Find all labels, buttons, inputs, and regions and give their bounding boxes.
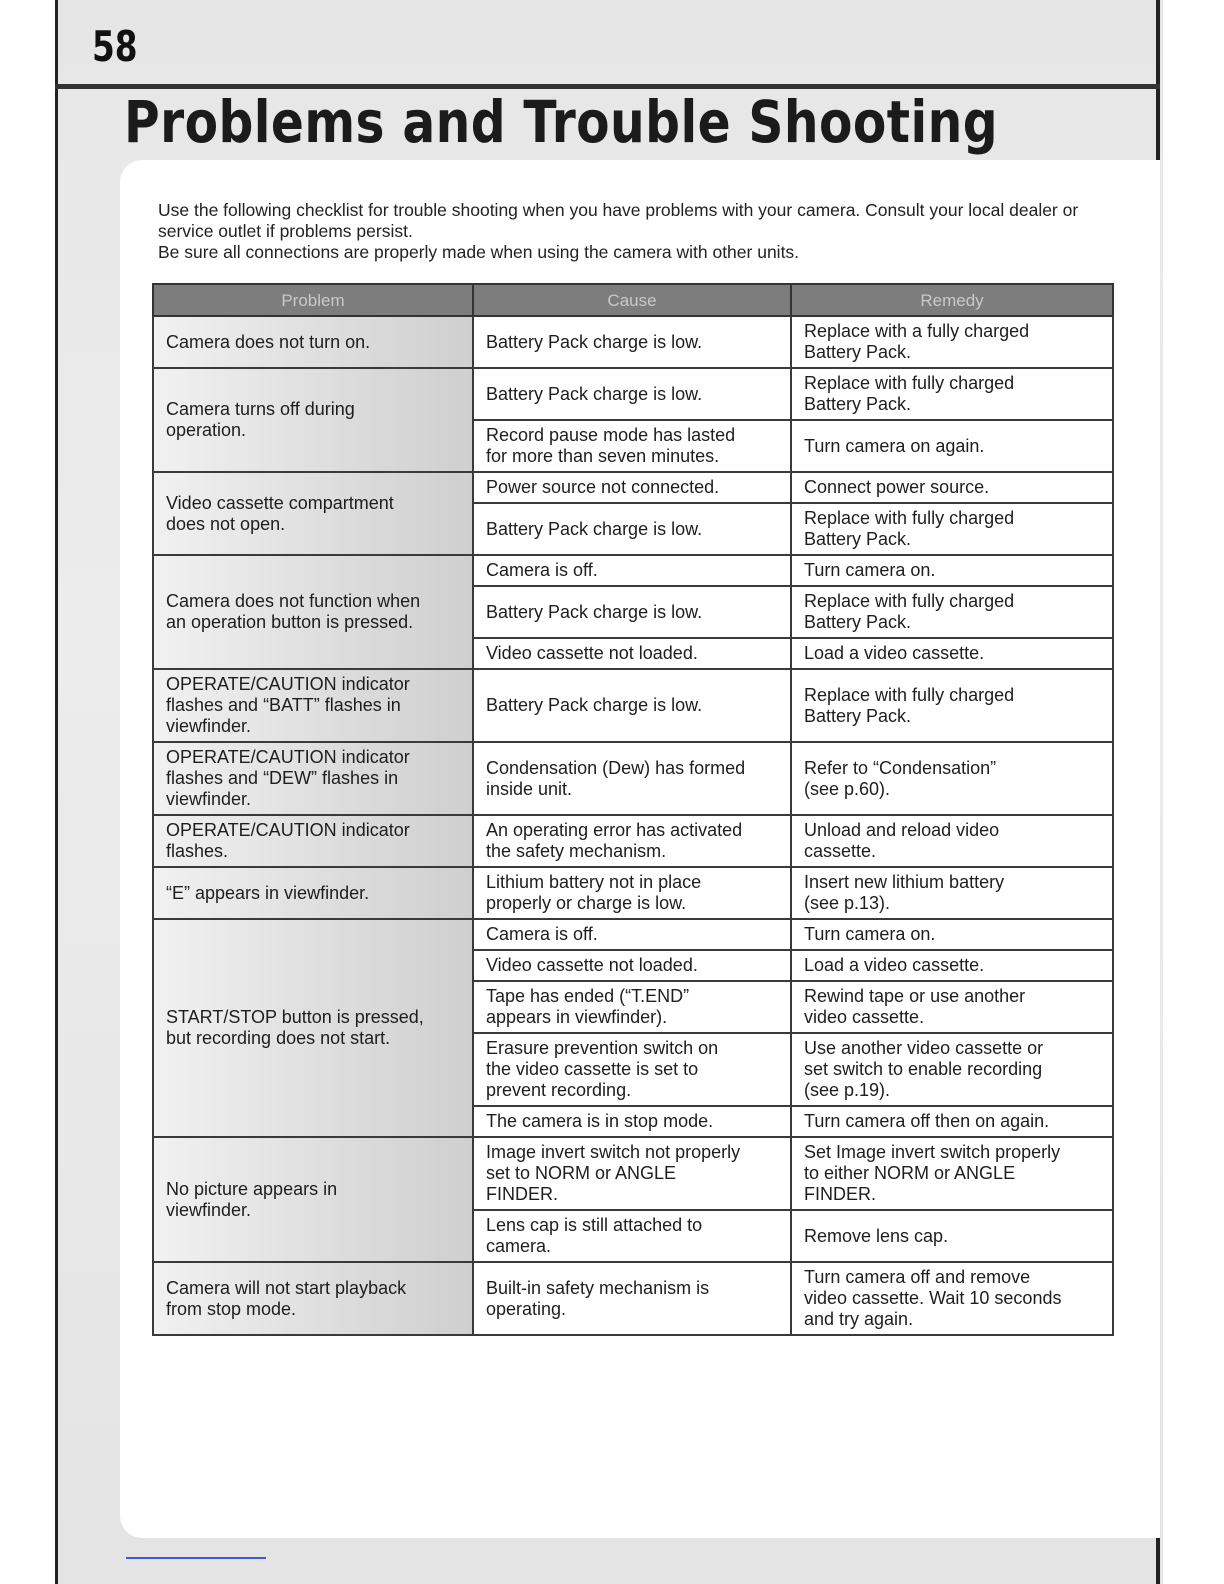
problem-text: OPERATE/CAUTION indicator flashes.: [166, 820, 410, 861]
cause-cell: [473, 586, 791, 638]
problem-cell: [153, 555, 473, 669]
remedy-cell: [791, 981, 1113, 1033]
cause-text: Camera is off.: [486, 560, 598, 580]
remedy-text: Turn camera off then on again.: [804, 1111, 1050, 1131]
bottom-link-line: [126, 1557, 266, 1559]
intro-paragraph: Be sure all connections are properly made when using the camera with other units.: [158, 242, 800, 262]
remedy-cell: [791, 1033, 1113, 1106]
cause-text: Erasure prevention switch on the video cassette is set to prevent recording.: [486, 1038, 719, 1100]
cause-cell: [473, 1137, 791, 1210]
remedy-cell: [791, 919, 1113, 950]
table-row: [153, 669, 1113, 742]
remedy-text: Load a video cassette.: [804, 643, 985, 663]
cause-cell: [473, 919, 791, 950]
remedy-cell: [791, 1137, 1113, 1210]
cause-cell: [473, 1106, 791, 1137]
intro-text: [158, 200, 1108, 263]
cause-text: Battery Pack charge is low.: [486, 518, 703, 539]
cause-text: Video cassette not loaded.: [486, 955, 698, 975]
problem-text: “E” appears in viewfinder.: [166, 882, 370, 903]
cause-text: Battery Pack charge is low.: [486, 383, 703, 404]
trouble-table: [152, 283, 1114, 1336]
problem-text: Camera turns off during operation.: [166, 399, 355, 440]
header-remedy: Remedy: [791, 284, 1113, 316]
cause-text: Lens cap is still attached to camera.: [486, 1215, 703, 1256]
problem-text: Video cassette compartment does not open.: [166, 492, 394, 534]
page-number: 58: [92, 22, 138, 71]
remedy-cell: [791, 586, 1113, 638]
cause-cell: [473, 638, 791, 669]
cause-text: Tape has ended (“T.END” appears in viewfinder).: [486, 986, 690, 1027]
remedy-cell: [791, 1210, 1113, 1262]
cause-text: The camera is in stop mode.: [486, 1111, 714, 1131]
problem-text: Camera will not start playback from stop mode.: [166, 1277, 407, 1319]
remedy-text: Turn camera off and remove video cassette. Wait 10 seconds and try again.: [804, 1267, 1062, 1329]
table-row: [153, 815, 1113, 867]
cause-cell: [473, 472, 791, 503]
remedy-text: Replace with fully charged Battery Pack.: [804, 373, 1015, 414]
table-row: [153, 316, 1113, 368]
intro-paragraph: Use the following checklist for trouble shooting when you have problems with your camera. Consult your local dealer or service outlet if problems persist.: [158, 200, 1079, 241]
remedy-text: Load a video cassette.: [804, 955, 985, 975]
cause-cell: [473, 981, 791, 1033]
cause-text: Record pause mode has lasted for more than seven minutes.: [486, 425, 736, 466]
problem-cell: [153, 919, 473, 1137]
table-row: [153, 742, 1113, 815]
remedy-text: Replace with a fully charged Battery Pack.: [804, 321, 1030, 362]
remedy-text: Turn camera on again.: [804, 435, 985, 456]
remedy-cell: [791, 669, 1113, 742]
problem-text: No picture appears in viewfinder.: [166, 1178, 338, 1220]
table-row: [153, 555, 1113, 586]
cause-cell: [473, 1262, 791, 1335]
problem-cell: [153, 472, 473, 555]
cause-text: Battery Pack charge is low.: [486, 601, 703, 622]
problem-text: OPERATE/CAUTION indicator flashes and “BATT” flashes in viewfinder.: [166, 674, 410, 736]
cause-text: Image invert switch not properly set to NORM or ANGLE FINDER.: [486, 1142, 741, 1204]
table-row: [153, 1262, 1113, 1335]
remedy-text: Unload and reload video cassette.: [804, 820, 1000, 861]
cause-text: Camera is off.: [486, 924, 598, 944]
remedy-cell: [791, 555, 1113, 586]
remedy-cell: [791, 472, 1113, 503]
table-body: [153, 316, 1113, 1335]
remedy-text: Refer to “Condensation” (see p.60).: [804, 757, 997, 799]
page-title: Problems and Trouble Shooting: [124, 88, 999, 156]
remedy-cell: [791, 815, 1113, 867]
remedy-cell: [791, 368, 1113, 420]
cause-text: Battery Pack charge is low.: [486, 695, 703, 715]
problem-cell: [153, 368, 473, 472]
table-row: [153, 472, 1113, 503]
cause-cell: [473, 1210, 791, 1262]
cause-text: Lithium battery not in place properly or charge is low.: [486, 872, 702, 913]
remedy-text: Replace with fully charged Battery Pack.: [804, 684, 1015, 726]
remedy-cell: [791, 1262, 1113, 1335]
problem-cell: [153, 815, 473, 867]
cause-text: Power source not connected.: [486, 477, 720, 497]
cause-text: Built-in safety mechanism is operating.: [486, 1277, 710, 1319]
cause-text: An operating error has activated the safety mechanism.: [486, 820, 743, 861]
remedy-text: Remove lens cap.: [804, 1225, 949, 1246]
cause-cell: [473, 420, 791, 472]
cause-text: Battery Pack charge is low.: [486, 331, 703, 352]
remedy-text: Rewind tape or use another video cassette.: [804, 986, 1026, 1027]
problem-cell: [153, 867, 473, 919]
header-problem: Problem: [153, 284, 473, 316]
problem-text: Camera does not turn on.: [166, 331, 371, 352]
cause-cell: [473, 742, 791, 815]
table-row: [153, 1137, 1113, 1210]
cause-cell: [473, 950, 791, 981]
cause-text: Video cassette not loaded.: [486, 643, 698, 663]
cause-cell: [473, 669, 791, 742]
problem-cell: [153, 669, 473, 742]
problem-cell: [153, 742, 473, 815]
cause-cell: [473, 1033, 791, 1106]
problem-cell: [153, 1262, 473, 1335]
cause-cell: [473, 503, 791, 555]
remedy-text: Replace with fully charged Battery Pack.: [804, 508, 1015, 549]
remedy-text: Turn camera on.: [804, 560, 936, 580]
remedy-cell: [791, 420, 1113, 472]
remedy-text: Insert new lithium battery (see p.13).: [804, 872, 1005, 913]
cause-cell: [473, 368, 791, 420]
remedy-text: Turn camera on.: [804, 924, 936, 944]
remedy-cell: [791, 950, 1113, 981]
cause-cell: [473, 555, 791, 586]
cause-text: Condensation (Dew) has formed inside unit.: [486, 757, 746, 799]
problem-text: OPERATE/CAUTION indicator flashes and “DEW” flashes in viewfinder.: [166, 747, 410, 809]
table-header-row: [153, 284, 1113, 316]
cause-cell: [473, 316, 791, 368]
problem-cell: [153, 316, 473, 368]
remedy-text: Replace with fully charged Battery Pack.: [804, 591, 1015, 632]
header-cause: Cause: [473, 284, 791, 316]
problem-text: Camera does not function when an operation button is pressed.: [166, 591, 421, 632]
cause-cell: [473, 815, 791, 867]
remedy-cell: [791, 638, 1113, 669]
table-row: [153, 919, 1113, 950]
table-row: [153, 867, 1113, 919]
remedy-text: Connect power source.: [804, 477, 990, 497]
cause-cell: [473, 867, 791, 919]
remedy-text: Set Image invert switch properly to either NORM or ANGLE FINDER.: [804, 1142, 1061, 1204]
remedy-cell: [791, 742, 1113, 815]
table-row: [153, 368, 1113, 420]
remedy-cell: [791, 1106, 1113, 1137]
remedy-text: Use another video cassette or set switch to enable recording (see p.19).: [804, 1038, 1044, 1100]
remedy-cell: [791, 867, 1113, 919]
problem-text: START/STOP button is pressed, but recording does not start.: [166, 1007, 424, 1048]
remedy-cell: [791, 316, 1113, 368]
problem-cell: [153, 1137, 473, 1262]
remedy-cell: [791, 503, 1113, 555]
